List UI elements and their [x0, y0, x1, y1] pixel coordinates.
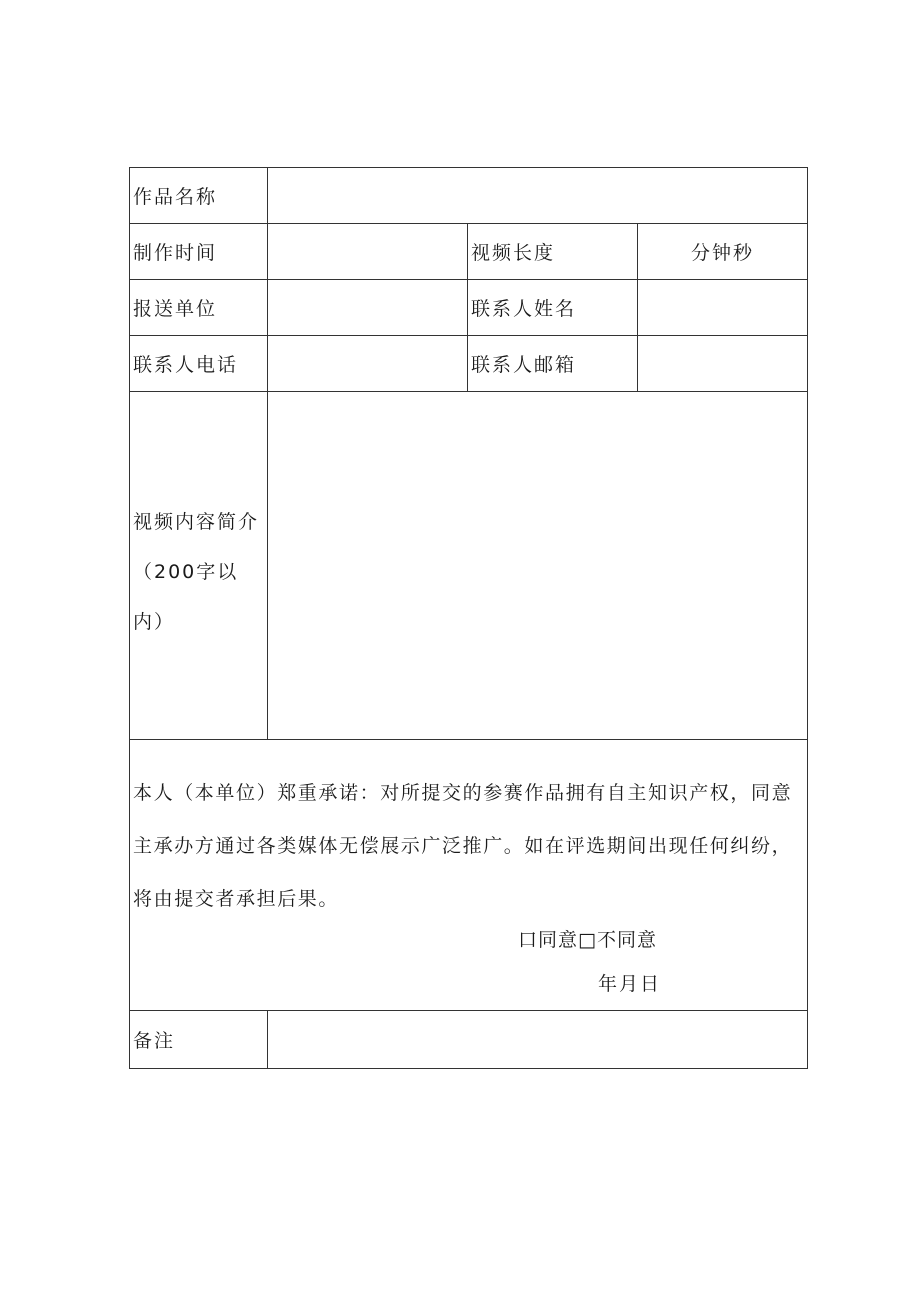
production-time-field[interactable]: [268, 224, 468, 280]
row-production-time: [130, 224, 808, 280]
contact-name-label: 联系人姓名: [468, 280, 638, 336]
row-unit: [130, 280, 808, 336]
title-field[interactable]: [268, 168, 808, 224]
contact-email-label: 联系人邮箱: [468, 336, 638, 392]
intro-label: 视频内容简介（200字以内）: [133, 510, 260, 633]
video-length-label: 视频长度: [468, 224, 638, 280]
entry-form: [129, 167, 807, 1071]
contact-phone-field[interactable]: [268, 336, 468, 392]
intro-label-cell: [130, 392, 268, 740]
unit-label: 报送单位: [130, 280, 268, 336]
row-title: [130, 168, 808, 224]
production-time-label: 制作时间: [130, 224, 268, 280]
contact-name-field[interactable]: [638, 280, 808, 336]
entry-form-table: [129, 167, 808, 1069]
pledge-cell: [130, 740, 808, 1011]
consent-options[interactable]: 口同意□不同意: [518, 928, 657, 951]
video-length-field[interactable]: 分钟秒: [638, 224, 808, 280]
remarks-label: 备注: [130, 1011, 268, 1069]
signature-date: 年月日: [598, 972, 662, 995]
intro-field[interactable]: [268, 392, 808, 740]
pledge-text: 本人（本单位）郑重承诺：对所提交的参赛作品拥有自主知识产权，同意主承办方通过各类媒体无偿展示广泛推广。如在评选期间出现任何纠纷，将由提交者承担后果。: [133, 781, 793, 910]
remarks-field[interactable]: [268, 1011, 808, 1069]
row-intro: [130, 392, 808, 740]
contact-email-field[interactable]: [638, 336, 808, 392]
row-contact: [130, 336, 808, 392]
row-remarks: [130, 1011, 808, 1069]
row-pledge: [130, 740, 808, 1011]
contact-phone-label: 联系人电话: [130, 336, 268, 392]
unit-field[interactable]: [268, 280, 468, 336]
title-label: 作品名称: [130, 168, 268, 224]
